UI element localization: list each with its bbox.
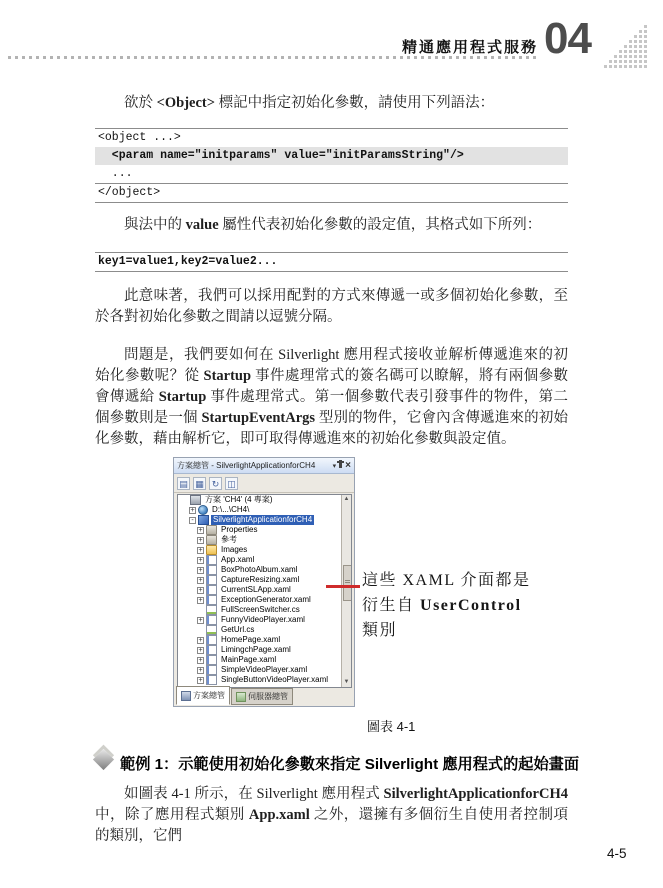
- tree-item-label: BoxPhotoAlbum.xaml: [221, 565, 298, 574]
- scrollbar-thumb[interactable]: [343, 565, 352, 601]
- tree-item[interactable]: [178, 635, 351, 645]
- dot-column: [609, 60, 612, 68]
- expand-icon[interactable]: +: [198, 526, 203, 534]
- dot-column: [604, 65, 607, 68]
- text-run: App.xaml: [248, 807, 310, 823]
- tree-item[interactable]: [178, 535, 351, 545]
- tree-item-label: SilverlightApplicationforCH4: [213, 515, 313, 524]
- solution-explorer-icon: [181, 691, 191, 701]
- expand-icon[interactable]: +: [198, 576, 203, 584]
- close-icon[interactable]: ×: [345, 460, 351, 471]
- expand-icon[interactable]: +: [198, 546, 203, 554]
- tree-item-label: ExceptionGenerator.xaml: [221, 595, 311, 604]
- xaml-icon: [206, 555, 217, 565]
- window-titlebar[interactable]: [174, 458, 354, 474]
- text-run: 屬性代表初始化參數的設定值，其格式如下所列：: [218, 217, 542, 233]
- intro-paragraph: [95, 93, 568, 114]
- tree-item[interactable]: [178, 565, 351, 575]
- text-run: 之外，還擁有多個衍生自使用者控制項的類別，它們: [95, 807, 569, 844]
- question-paragraph: [95, 345, 568, 450]
- expand-icon[interactable]: +: [198, 556, 203, 564]
- text-run: 這些 XAML 介面都是: [362, 572, 531, 589]
- tree-item-label: HomePage.xaml: [221, 635, 281, 644]
- dot-column: [639, 30, 642, 68]
- tree-item[interactable]: [178, 495, 351, 505]
- cs-icon: [206, 605, 217, 615]
- code-line: <object ...>: [98, 131, 181, 144]
- expand-icon[interactable]: +: [198, 596, 203, 604]
- annotation-line: [362, 568, 572, 593]
- text-run: 事件處理常式。第一個參數代表引發事件的物件，第二個參數則是一個: [95, 389, 569, 426]
- dotted-rule: [8, 56, 536, 59]
- sl-project-icon: [198, 515, 209, 525]
- chapter-title: 精通應用程式服務: [401, 39, 538, 56]
- text-run: 型別的物件，它會內含傳遞進來的初始化參數，藉由解析它，即可取得傳遞進來的初始化參數與設定值。: [95, 410, 569, 447]
- annotation-text: [362, 568, 572, 643]
- keyvalue-code-block: [95, 252, 568, 272]
- dot-column: [644, 25, 647, 68]
- tree-item-label: 參考: [221, 535, 237, 544]
- tree-item[interactable]: [178, 555, 351, 565]
- tree-item-label: App.xaml: [221, 555, 255, 564]
- folder-gray-icon: [206, 535, 217, 545]
- tree-item[interactable]: [178, 505, 351, 515]
- tree-item[interactable]: [178, 595, 351, 605]
- tree-item[interactable]: [178, 645, 351, 655]
- tab-label: 方案總管: [193, 691, 225, 700]
- tree-item-label: 方案 'CH4' (4 專案): [205, 495, 273, 504]
- dot-column: [619, 50, 622, 68]
- text-run: 欲於: [124, 95, 157, 111]
- example-heading: 範例 1：示範使用初始化參數來指定 Silverlight 應用程式的起始畫面: [120, 756, 580, 773]
- tree-item[interactable]: [178, 675, 351, 685]
- text-run: 如圖表 4-1 所示，在 Silverlight 應用程式: [124, 786, 384, 802]
- code-line: key1=value1,key2=value2...: [98, 255, 278, 268]
- expand-icon[interactable]: +: [198, 536, 203, 544]
- text-run: 衍生自: [362, 597, 421, 614]
- refresh-icon[interactable]: ↻: [209, 477, 222, 490]
- website-icon: [198, 505, 208, 515]
- tree-item[interactable]: [178, 515, 351, 525]
- tree-item-label: D:\...\CH4\: [212, 505, 250, 514]
- folder-gray-icon: [206, 525, 217, 535]
- text-run: 類別: [362, 622, 398, 639]
- text-run: 此意味著，我們可以採用配對的方式來傳遞一或多個初始化參數，至於各對初始化參數之間請以逗號分隔。: [95, 288, 568, 325]
- tree-item-label: FullScreenSwitcher.cs: [221, 605, 300, 614]
- tree-item-label: SingleButtonVideoPlayer.xaml: [221, 675, 329, 684]
- xaml-icon: [206, 595, 217, 605]
- dots-decoration: [604, 24, 660, 68]
- text-run: 問題是，我們要如何在 Silverlight 應用程式接收並解析傳遞進來的初始化參數呢？從: [95, 347, 568, 384]
- xaml-icon: [206, 615, 217, 625]
- solution-tree: [177, 494, 352, 688]
- tree-item-label: LimingchPage.xaml: [221, 645, 291, 654]
- solution-explorer-window: [173, 457, 355, 707]
- tree-item[interactable]: [178, 545, 351, 555]
- text-run: 中，除了應用程式類別: [95, 807, 249, 823]
- expand-icon[interactable]: +: [198, 646, 203, 654]
- properties-icon[interactable]: ▤: [177, 477, 190, 490]
- value-paragraph: [95, 215, 568, 236]
- panel-tabs: [176, 689, 293, 705]
- tree-item[interactable]: [178, 605, 351, 615]
- view-class-diagram-icon[interactable]: ◫: [225, 477, 238, 490]
- text-run: Startup: [158, 389, 207, 405]
- tree-item-label: MainPage.xaml: [221, 655, 277, 664]
- page-number: 4-5: [607, 846, 627, 861]
- xaml-icon: [206, 675, 217, 685]
- tree-item-label: CaptureResizing.xaml: [221, 575, 300, 584]
- callout-line: [326, 585, 360, 588]
- expand-icon[interactable]: +: [198, 636, 203, 644]
- text-run: SilverlightApplicationforCH4: [383, 786, 568, 802]
- example-paragraph: [95, 784, 568, 847]
- xaml-icon: [206, 665, 217, 675]
- expand-icon[interactable]: +: [198, 666, 203, 674]
- solution-explorer-toolbar: [174, 474, 354, 493]
- tree-item-label: FunnyVideoPlayer.xaml: [221, 615, 305, 624]
- pair-paragraph: [95, 286, 568, 328]
- xaml-icon: [206, 575, 217, 585]
- xaml-icon: [206, 585, 217, 595]
- dot-column: [624, 45, 627, 68]
- figure-caption: 圖表 4-1: [367, 719, 416, 734]
- xaml-icon: [206, 645, 217, 655]
- solution-icon: [190, 495, 201, 505]
- dot-column: [634, 35, 637, 68]
- expand-icon[interactable]: +: [198, 586, 203, 594]
- annotation-line: [362, 618, 572, 643]
- text-run: 與法中的: [124, 217, 186, 233]
- tab-solution-explorer[interactable]: [176, 686, 230, 705]
- tree-item[interactable]: [178, 625, 351, 635]
- expand-icon[interactable]: +: [198, 566, 203, 574]
- text-run: value: [185, 217, 219, 233]
- tree-item[interactable]: [178, 575, 351, 585]
- text-run: Startup: [203, 368, 252, 384]
- tree-item[interactable]: [178, 615, 351, 625]
- expand-icon[interactable]: +: [198, 676, 203, 684]
- folder-icon: [206, 545, 217, 555]
- scroll-down-arrow-icon[interactable]: ▼: [343, 679, 350, 685]
- tree-item[interactable]: [178, 655, 351, 665]
- scrollbar[interactable]: [341, 495, 351, 687]
- text-run: StartupEventArgs: [201, 410, 316, 426]
- text-run: 標記中指定初始化參數，請使用下列語法：: [215, 95, 495, 111]
- text-run: <Object>: [156, 95, 216, 111]
- tree-item[interactable]: [178, 525, 351, 535]
- tree-item[interactable]: [178, 665, 351, 675]
- tab-server-explorer[interactable]: [231, 688, 293, 705]
- show-all-files-icon[interactable]: ▦: [193, 477, 206, 490]
- code-line: </object>: [95, 183, 568, 202]
- text-run: UserControl: [420, 597, 522, 614]
- tree-item-label: Images: [221, 545, 248, 554]
- window-title: 方案總管 - SilverlightApplicationforCH4: [177, 461, 316, 470]
- text-run: 事件處理常式的簽名碼可以瞭解，將有兩個參數會傳遞給: [95, 368, 569, 405]
- collapse-icon[interactable]: -: [189, 517, 196, 524]
- tree-item-label: CurrentSLApp.xaml: [221, 585, 291, 594]
- expand-icon[interactable]: +: [198, 656, 203, 664]
- cs-icon: [206, 625, 217, 635]
- xaml-icon: [206, 635, 217, 645]
- scroll-up-arrow-icon[interactable]: ▲: [343, 496, 350, 502]
- tree-item-label: Properties: [221, 525, 258, 534]
- xaml-icon: [206, 655, 217, 665]
- code-line: <param name="initparams" value="initParamsString"/>: [95, 147, 568, 165]
- object-code-block: [95, 128, 568, 203]
- server-explorer-icon: [236, 692, 246, 702]
- tree-item-label: GetUrl.cs: [221, 625, 255, 634]
- annotation-line: [362, 593, 572, 618]
- tab-label: 伺服器總管: [248, 692, 288, 701]
- chapter-number: 04: [544, 14, 591, 63]
- expand-icon[interactable]: +: [190, 506, 195, 514]
- expand-icon[interactable]: +: [198, 616, 203, 624]
- code-line: ...: [98, 167, 133, 180]
- dot-column: [629, 40, 632, 68]
- tree-item-label: SimpleVideoPlayer.xaml: [221, 665, 308, 674]
- pin-icon[interactable]: [339, 460, 342, 468]
- diamond-bullet-icon: [93, 749, 114, 770]
- chevron-down-icon[interactable]: ▾: [332, 463, 337, 470]
- dot-column: [614, 55, 617, 68]
- xaml-icon: [206, 565, 217, 575]
